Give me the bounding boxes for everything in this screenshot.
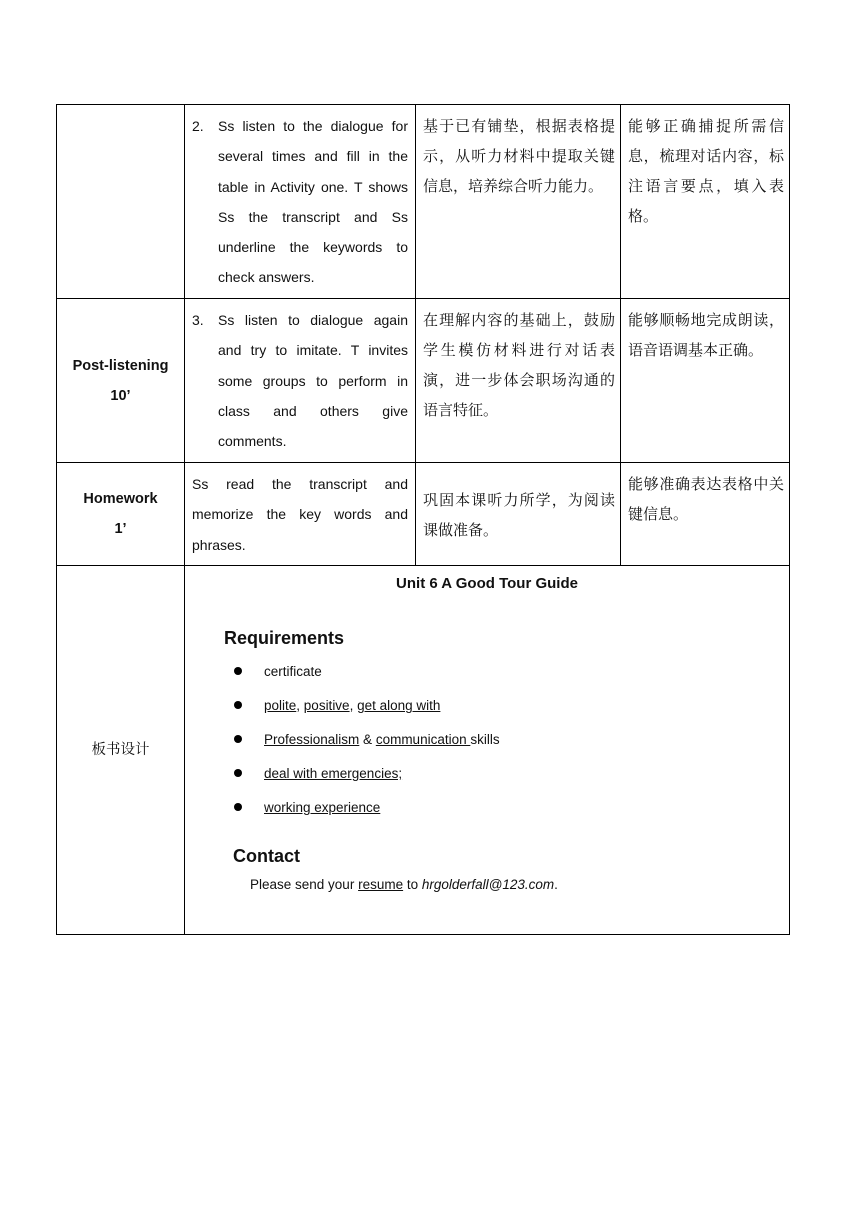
purpose-cell: 巩固本课听力所学，为阅读课做准备。 [416, 463, 621, 566]
stage-name: Post-listening [72, 357, 169, 374]
effect-cell: 能够正确捕捉所需信息，梳理对话内容，标注语言要点，填入表格。 [621, 105, 790, 299]
item-text: communication [375, 732, 471, 747]
list-item [233, 698, 500, 732]
stage-time: 10’ [110, 387, 131, 404]
stage-cell [57, 463, 185, 566]
effect-cell: 能够顺畅地完成朗读，语音语调基本正确。 [621, 299, 790, 463]
stage-time: 1’ [114, 521, 127, 537]
bullet-icon [234, 667, 242, 675]
lesson-plan-table [56, 104, 790, 935]
contact-text: to [403, 877, 422, 892]
list-item [233, 732, 500, 766]
item-text: skills [470, 732, 500, 747]
step-text: Ss listen to dialogue again and try to imitate. T invites some groups to perform in class and others give comments. [218, 312, 408, 450]
bullet-icon [234, 769, 242, 777]
contact-text: Please send your [250, 877, 359, 892]
item-text: polite [264, 698, 297, 713]
contact-resume: resume [358, 877, 404, 892]
table-row [57, 299, 790, 463]
item-text: get along with [357, 698, 441, 713]
step-text: Ss listen to the dialogue for several times and fill in the table in Activity one. T shows Ss the transcript and Ss underline the keywords to check answers. [218, 118, 408, 286]
purpose-cell: 在理解内容的基础上，鼓励学生模仿材料进行对话表演，进一步体会职场沟通的语言特征。 [416, 299, 621, 463]
requirements-heading: Requirements [224, 628, 345, 648]
item-text: positive [303, 698, 350, 713]
table-row [57, 566, 790, 935]
stage-name: Homework [83, 491, 158, 507]
separator: , [296, 698, 304, 713]
list-item [233, 766, 500, 800]
table-row [57, 105, 790, 299]
contact-line [250, 877, 558, 892]
effect-cell: 能够准确表达表格中关键信息。 [621, 463, 790, 566]
list-item [233, 800, 500, 834]
board-label-cell: 板书设计 [57, 566, 185, 935]
requirements-list [233, 664, 500, 834]
item-text: deal with emergencies; [264, 766, 403, 781]
procedure-cell [185, 463, 416, 566]
procedure-cell [185, 105, 416, 299]
purpose-cell: 基于已有铺垫，根据表格提示，从听力材料中提取关键信息，培养综合听力能力。 [416, 105, 621, 299]
procedure-cell [185, 299, 416, 463]
separator: , [349, 698, 358, 713]
step-number: 3. [192, 312, 204, 328]
item-text: certificate [264, 664, 322, 679]
contact-heading: Contact [233, 846, 300, 866]
bullet-icon [234, 803, 242, 811]
item-text: working experience [264, 800, 381, 815]
list-item [233, 664, 500, 698]
bullet-icon [234, 701, 242, 709]
bullet-icon [234, 735, 242, 743]
step-number: 2. [192, 118, 204, 134]
board-design-cell [185, 566, 790, 935]
step-text: Ss read the transcript and memorize the key words and phrases. [192, 476, 408, 553]
item-text: Professionalism [264, 732, 360, 747]
board-design [185, 566, 789, 934]
separator: & [359, 732, 376, 747]
stage-cell [57, 105, 185, 299]
contact-text: . [554, 877, 558, 892]
stage-cell [57, 299, 185, 463]
table-row [57, 463, 790, 566]
board-title: Unit 6 A Good Tour Guide [396, 575, 578, 592]
contact-email: hrgolderfall@123.com [421, 877, 555, 892]
